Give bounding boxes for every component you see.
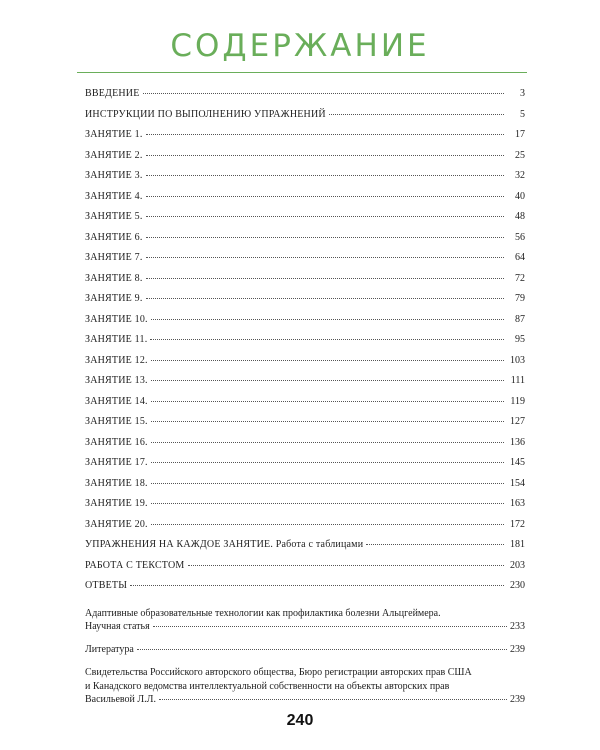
toc-entry-page: 127: [510, 416, 525, 427]
dot-leader: [151, 421, 504, 422]
toc-entry-page: 203: [510, 559, 525, 571]
toc-entry-page: 3: [520, 88, 525, 99]
dot-leader: [151, 442, 504, 443]
toc-entry-label-line: Свидетельства Российского авторского общества, Бюро регистрации авторских прав США: [85, 667, 472, 678]
toc-entry-label: ЗАНЯТИЕ 12.: [85, 354, 148, 366]
dot-leader: [130, 585, 504, 586]
dot-leader: [151, 360, 504, 361]
title-divider: [77, 72, 527, 73]
toc-entry[interactable]: [85, 88, 525, 109]
toc-entry-label: Литература: [85, 643, 134, 655]
dot-leader: [151, 524, 504, 525]
dot-leader: [146, 216, 504, 217]
dot-leader: [137, 649, 507, 650]
toc-entry-page: 79: [515, 293, 525, 304]
page-title: СОДЕРЖАНИЕ: [170, 28, 430, 64]
dot-leader: [146, 237, 504, 238]
dot-leader: [150, 339, 504, 340]
toc-entry-label: ЗАНЯТИЕ 20.: [85, 518, 148, 530]
toc-entry-label: ЗАНЯТИЕ 16.: [85, 436, 148, 448]
toc-entry[interactable]: [85, 375, 525, 396]
toc-entry-page: 103: [510, 354, 525, 366]
dot-leader: [146, 278, 504, 279]
toc-entry-label: ЗАНЯТИЕ 5.: [85, 211, 143, 222]
toc-entry[interactable]: [85, 416, 525, 437]
dot-leader: [151, 319, 504, 320]
toc-entry-label: ЗАНЯТИЕ 13.: [85, 375, 148, 386]
toc-entry-page: 181: [510, 539, 525, 550]
toc-entry-label: ЗАНЯТИЕ 1.: [85, 129, 143, 140]
dot-leader: [151, 401, 504, 402]
toc-entry-page: 136: [510, 436, 525, 448]
toc-entry-label: ЗАНЯТИЕ 18.: [85, 477, 148, 489]
toc-entry-page: 239: [510, 643, 525, 655]
toc-entry[interactable]: [85, 232, 525, 253]
dot-leader: [146, 257, 504, 258]
toc-entry-answers[interactable]: [85, 580, 525, 601]
toc-entry-page: 87: [515, 313, 525, 325]
toc-entry-page: 111: [510, 375, 525, 386]
dot-leader: [151, 503, 504, 504]
toc-entry-page: 32: [515, 170, 525, 181]
toc-entry-label: ЗАНЯТИЕ 6.: [85, 231, 143, 243]
toc-entry[interactable]: [85, 478, 525, 499]
table-of-contents: [85, 88, 525, 707]
toc-entry-label: ЗАНЯТИЕ 7.: [85, 252, 143, 263]
dot-leader: [146, 175, 504, 176]
toc-entry[interactable]: [85, 314, 525, 335]
dot-leader: [151, 483, 504, 484]
toc-entry-page: 48: [515, 211, 525, 222]
dot-leader: [146, 298, 504, 299]
toc-entry-page: 64: [515, 252, 525, 263]
toc-entry-label: УПРАЖНЕНИЯ НА КАЖДОЕ ЗАНЯТИЕ. Работа с таблицами: [85, 539, 364, 550]
toc-entry[interactable]: [85, 109, 525, 130]
dot-leader: [151, 462, 504, 463]
toc-entry[interactable]: [85, 498, 525, 519]
toc-entry-license[interactable]: [85, 666, 525, 707]
toc-entry-page: 72: [515, 272, 525, 284]
toc-entry[interactable]: [85, 252, 525, 273]
toc-entry-label-line: и Канадского ведомства интеллектуальной собственности на объекты авторских прав: [85, 680, 450, 692]
toc-entries: [85, 88, 525, 539]
toc-entry[interactable]: [85, 191, 525, 212]
dot-leader: [366, 544, 504, 545]
toc-entry-label: ЗАНЯТИЕ 4.: [85, 190, 143, 202]
toc-entry-page: 172: [510, 518, 525, 530]
toc-entry[interactable]: [85, 457, 525, 478]
toc-entry[interactable]: [85, 355, 525, 376]
dot-leader: [329, 114, 504, 115]
toc-entry[interactable]: [85, 334, 525, 355]
toc-entry[interactable]: [85, 211, 525, 232]
toc-entry[interactable]: [85, 150, 525, 171]
toc-entry-page: 5: [520, 108, 525, 120]
dot-leader: [143, 93, 504, 94]
toc-entry-page: 25: [515, 149, 525, 161]
toc-entry-label: ЗАНЯТИЕ 19.: [85, 498, 148, 509]
dot-leader: [146, 196, 504, 197]
toc-entry-label: ИНСТРУКЦИИ ПО ВЫПОЛНЕНИЮ УПРАЖНЕНИЙ: [85, 108, 326, 120]
toc-entry-page: 145: [510, 457, 525, 468]
dot-leader: [159, 699, 507, 700]
toc-entry[interactable]: [85, 396, 525, 417]
dot-leader: [153, 626, 507, 627]
toc-entry-label-line: Научная статья: [85, 621, 150, 632]
toc-entry[interactable]: [85, 437, 525, 458]
toc-entry-label: ЗАНЯТИЕ 2.: [85, 149, 143, 161]
toc-entry-label: ЗАНЯТИЕ 14.: [85, 395, 148, 407]
page-number: 240: [286, 712, 314, 729]
toc-entry-label: ЗАНЯТИЕ 8.: [85, 272, 143, 284]
toc-entry-label: ЗАНЯТИЕ 3.: [85, 170, 143, 181]
toc-entry[interactable]: [85, 170, 525, 191]
toc-entry-label: ЗАНЯТИЕ 9.: [85, 293, 143, 304]
dot-leader: [146, 155, 504, 156]
toc-entry-label: ЗАНЯТИЕ 15.: [85, 416, 148, 427]
toc-entry-label: ЗАНЯТИЕ 17.: [85, 457, 148, 468]
toc-entry-page: 163: [510, 498, 525, 509]
toc-entry-literature[interactable]: [85, 643, 525, 657]
toc-entry-page: 230: [510, 580, 525, 591]
toc-entry-page: 119: [510, 395, 525, 407]
toc-entry-article[interactable]: [85, 607, 525, 634]
toc-entry-label: ЗАНЯТИЕ 11.: [85, 334, 148, 345]
dot-leader: [146, 134, 504, 135]
toc-entry-page: 95: [515, 334, 525, 345]
toc-entry-page: 154: [510, 477, 525, 489]
toc-entry-exercises[interactable]: [85, 539, 525, 560]
toc-entry[interactable]: [85, 273, 525, 294]
toc-entry[interactable]: [85, 519, 525, 540]
toc-entry-label-line: Адаптивные образовательные технологии как профилактика болезни Альцгеймера.: [85, 607, 441, 619]
toc-entry[interactable]: [85, 129, 525, 150]
toc-entry-page: 17: [515, 129, 525, 140]
toc-entry-label: ВВЕДЕНИЕ: [85, 88, 140, 99]
toc-entry-page: 233: [510, 621, 525, 632]
toc-entry-label: РАБОТА С ТЕКСТОМ: [85, 559, 185, 571]
toc-entry[interactable]: [85, 293, 525, 314]
toc-entry-label-line: Васильевой Л.Л.: [85, 694, 156, 705]
toc-entry-label: ОТВЕТЫ: [85, 580, 128, 591]
dot-leader: [188, 565, 505, 566]
dot-leader: [151, 380, 504, 381]
toc-entry-page: 56: [515, 231, 525, 243]
toc-entry-text-work[interactable]: [85, 560, 525, 581]
toc-entry-page: 239: [510, 694, 525, 705]
toc-entry-page: 40: [515, 190, 525, 202]
toc-entry-label: ЗАНЯТИЕ 10.: [85, 313, 148, 325]
